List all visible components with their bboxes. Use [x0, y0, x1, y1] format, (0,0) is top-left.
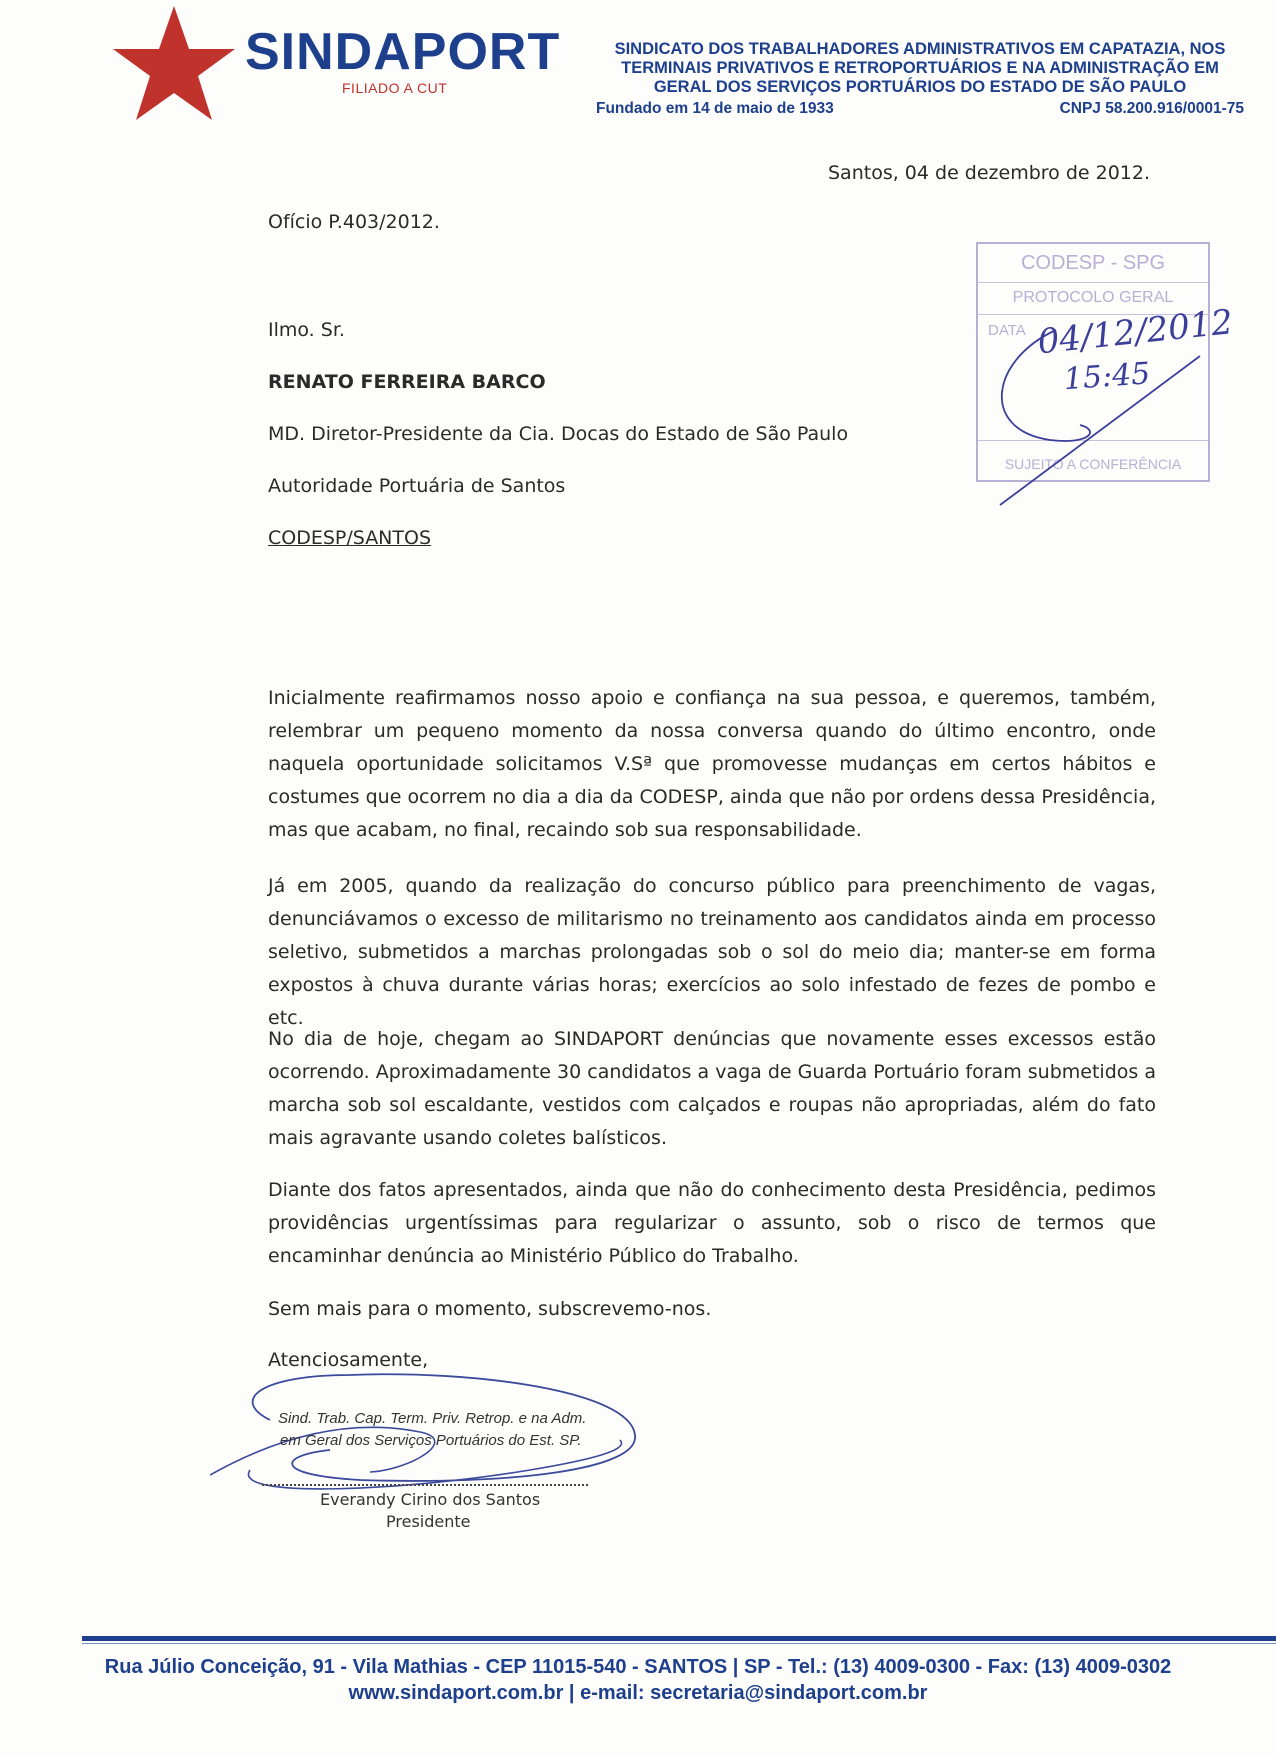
place-date: Santos, 04 de dezembro de 2012.: [828, 162, 1151, 184]
signature-line: [262, 1484, 588, 1486]
footer-divider-thin: [82, 1643, 1276, 1644]
stamp-handwritten-time: 15:45: [1062, 356, 1152, 398]
signature-org-line-2: em Geral dos Serviços Portuários do Est. SP.: [280, 1432, 582, 1449]
stamp-handwriting: [960, 290, 1260, 530]
stamp-handwritten-date: 04/12/2012: [1035, 302, 1235, 363]
signatory-name: Everandy Cirino dos Santos: [320, 1490, 541, 1509]
recipient-name: RENATO FERREIRA BARCO: [268, 371, 546, 393]
body-paragraph-3: No dia de hoje, chegam ao SINDAPORT denúncias que novamente esses excessos estão ocorrendo. Aproximadamente 30 candidatos a vaga de Guarda Portuário foram submetidos a marcha sob sol escaldante, vestidos com calçados e roupas não apropriadas, além do fato mais agravante usando coletes balísticos.: [268, 1028, 1156, 1149]
stamp-title: CODESP - SPG: [1020, 252, 1166, 274]
closing-line: Sem mais para o momento, subscrevemo-nos.: [268, 1298, 712, 1320]
stamp-data-label: DATA: [988, 322, 1026, 339]
recipient-role: MD. Diretor-Presidente da Cia. Docas do Estado de São Paulo: [268, 423, 849, 445]
recipient-department: CODESP/SANTOS: [268, 527, 432, 549]
body-paragraph-1: Inicialmente reafirmamos nosso apoio e confiança na sua pessoa, e queremos, também, relembrar um pequeno momento da nossa conversa quando do último encontro, onde naquela oportunidade solicitamos V.Sª que promovesse mudanças em certos hábitos e costumes que ocorrem no dia a dia da CODESP, ainda que não por ordens dessa Presidência, mas que acabam, no final, recaindo sob sua responsabilidade.: [268, 687, 1156, 841]
signatory-title: Presidente: [386, 1512, 471, 1531]
letter-reference: Ofício P.403/2012.: [268, 211, 440, 233]
founded-date: Fundado em 14 de maio de 1933: [596, 100, 834, 117]
stamp-footer: SUJEITO A CONFERÊNCIA: [1004, 456, 1182, 472]
complimentary-close: Atenciosamente,: [268, 1349, 429, 1371]
org-name-line-1: SINDICATO DOS TRABALHADORES ADMINISTRATIVOS EM CAPATAZIA, NOS: [614, 40, 1226, 58]
body-paragraph-2: Já em 2005, quando da realização do concurso público para preenchimento de vagas, denunciávamos o excesso de militarismo no treinamento aos candidatos ainda em processo seletivo, submetidos a marchas prolongadas sob o sol do meio dia; manter-se em forma expostos à chuva durante várias horas; exercícios ao solo infestado de fezes de pombo e etc.: [268, 875, 1156, 1029]
handwritten-signature: [210, 1360, 660, 1500]
recipient-authority: Autoridade Portuária de Santos: [268, 475, 566, 497]
body-paragraph-4: Diante dos fatos apresentados, ainda que não do conhecimento desta Presidência, pedimos providências urgentíssimas para regularizar o assunto, sob o risco de termos que encaminhar denúncia ao Ministério Público do Trabalho.: [268, 1179, 1156, 1267]
affiliation-label: FILIADO A CUT: [342, 80, 448, 96]
star-logo-icon: [112, 4, 237, 124]
brand-name: SINDAPORT: [245, 23, 561, 81]
stamp-subtitle: PROTOCOLO GERAL: [1012, 289, 1174, 306]
signature-org-line-1: Sind. Trab. Cap. Term. Priv. Retrop. e na Adm.: [278, 1410, 587, 1427]
footer-divider: [82, 1636, 1276, 1641]
org-name-line-3: GERAL DOS SERVIÇOS PORTUÁRIOS DO ESTADO DE SÃO PAULO: [653, 78, 1187, 96]
org-name-line-2: TERMINAIS PRIVATIVOS E RETROPORTUÁRIOS E NA ADMINISTRAÇÃO EM: [621, 59, 1219, 77]
salutation: Ilmo. Sr.: [268, 319, 345, 341]
footer-contact: www.sindaport.com.br | e-mail: secretaria@sindaport.com.br: [348, 1682, 928, 1704]
cnpj-number: CNPJ 58.200.916/0001-75: [1059, 100, 1244, 117]
footer-address: Rua Júlio Conceição, 91 - Vila Mathias - CEP 11015-540 - SANTOS | SP - Tel.: (13) 4009-0300 - Fax: (13) 4009-0302: [104, 1656, 1172, 1678]
